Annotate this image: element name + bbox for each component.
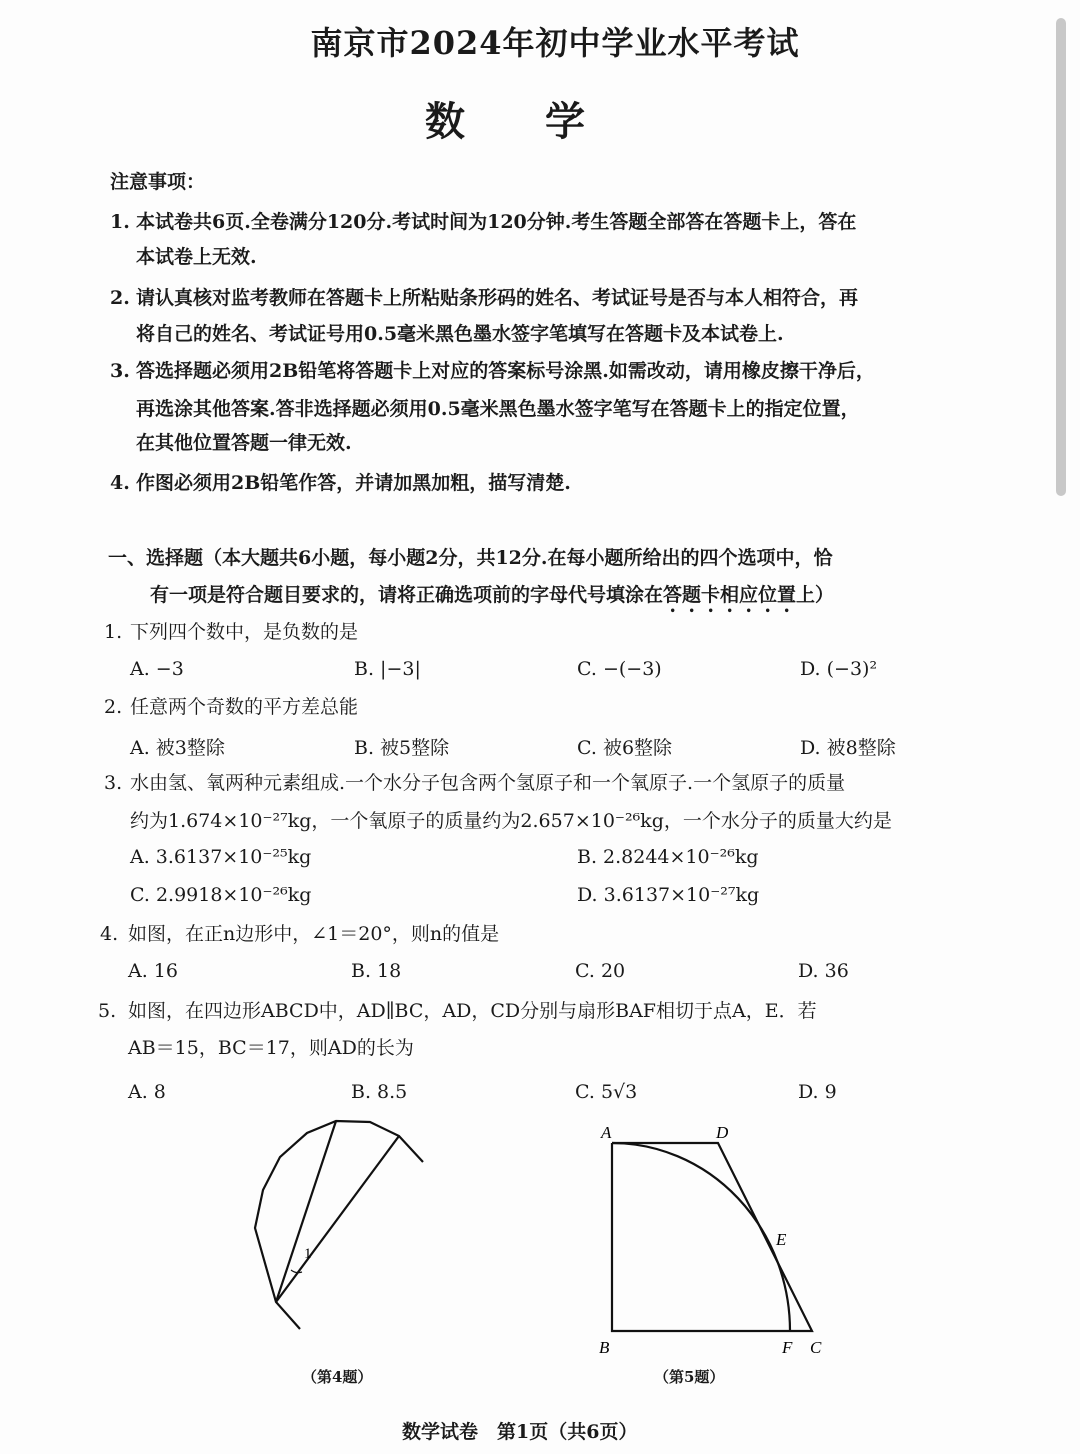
question-text: 水由氢、氧两种元素组成.一个水分子包含两个氢原子和一个氧原子.一个氢原子的质量 xyxy=(130,772,846,794)
option-b: B. 被5整除 xyxy=(354,737,450,759)
option-d: D. 3.6137×10⁻²⁷kg xyxy=(577,884,760,906)
section-text: 有一项是符合题目要求的，请将正确选项前的字母代号填涂在 xyxy=(150,584,664,606)
question-number: 2. xyxy=(104,696,123,718)
emphasized-text: 答题卡相应位置 xyxy=(663,584,797,606)
option-d: D. 36 xyxy=(798,960,849,982)
diagonal-1 xyxy=(276,1121,336,1302)
section-text: 上） xyxy=(796,584,835,606)
page-footer: 数学试卷 第1页（共6页） xyxy=(402,1421,638,1443)
option-c: C. 5√3 xyxy=(575,1081,638,1103)
exam-title: 南京市2024年初中学业水平考试 xyxy=(310,24,800,62)
point-label-b: B xyxy=(599,1338,610,1357)
notice-num: 3. xyxy=(110,360,130,382)
option-a: A. −3 xyxy=(130,658,184,680)
option-b: B. 2.8244×10⁻²⁶kg xyxy=(577,846,759,868)
option-a: A. 8 xyxy=(128,1081,166,1103)
notice-line: 答选择题必须用2B铅笔将答题卡上对应的答案标号涂黑.如需改动，请用橡皮擦干净后， xyxy=(136,360,875,382)
question-text: 下列四个数中，是负数的是 xyxy=(130,621,359,643)
option-b: B. |−3| xyxy=(354,658,421,680)
option-d: D. 被8整除 xyxy=(800,737,896,759)
option-b: B. 18 xyxy=(351,960,402,982)
option-d: D. (−3)² xyxy=(800,658,878,680)
notice-line: 本试卷上无效. xyxy=(136,246,257,268)
question-text: 约为1.674×10⁻²⁷kg，一个氧原子的质量约为2.657×10⁻²⁶kg，一个水分子的质量大约是 xyxy=(130,810,892,832)
notice-num: 1. xyxy=(110,211,130,233)
notice-num: 2. xyxy=(110,287,130,309)
option-d: D. 9 xyxy=(798,1081,837,1103)
figure-4-caption: （第4题） xyxy=(302,1368,373,1386)
point-label-e: E xyxy=(776,1230,787,1249)
notice-line: 再选涂其他答案.答非选择题必须用0.5毫米黑色墨水签字笔写在答题卡上的指定位置， xyxy=(136,398,860,420)
point-label-f: F xyxy=(782,1338,793,1357)
diagonal-2 xyxy=(276,1136,399,1302)
question-text: AB＝15，BC＝17，则AD的长为 xyxy=(128,1037,414,1059)
notice-line: 将自己的姓名、考试证号用0.5毫米黑色墨水签字笔填写在答题卡及本试卷上. xyxy=(136,323,784,345)
question-text: 如图，在正n边形中，∠1＝20°，则n的值是 xyxy=(128,923,500,945)
point-label-a: A xyxy=(601,1123,612,1142)
question-number: 1. xyxy=(104,621,123,643)
option-c: C. −(−3) xyxy=(577,658,662,680)
section-heading: 一、选择题（本大题共6小题，每小题2分，共12分.在每小题所给出的四个选项中，恰 xyxy=(108,547,833,569)
sector-arc xyxy=(612,1143,790,1331)
scrollbar[interactable] xyxy=(1056,18,1066,496)
question-number: 3. xyxy=(104,772,123,794)
option-a: A. 16 xyxy=(128,960,178,982)
point-label-c: C xyxy=(810,1338,822,1357)
option-a: A. 3.6137×10⁻²⁵kg xyxy=(130,846,312,868)
question-text: 任意两个奇数的平方差总能 xyxy=(130,696,359,718)
question-number: 4. xyxy=(100,923,119,945)
notice-line: 请认真核对监考教师在答题卡上所粘贴条形码的姓名、考试证号是否与本人相符合，再 xyxy=(136,287,859,309)
notice-heading: 注意事项： xyxy=(110,171,206,193)
notice-line: 作图必须用2B铅笔作答，并请加黑加粗，描写清楚. xyxy=(136,472,571,494)
notice-line: 本试卷共6页.全卷满分120分.考试时间为120分钟.考生答题全部答在答题卡上，答在 xyxy=(136,211,857,233)
option-c: C. 被6整除 xyxy=(577,737,673,759)
notice-line: 在其他位置答题一律无效. xyxy=(136,432,352,454)
angle-label: 1 xyxy=(304,1246,312,1262)
point-label-d: D xyxy=(716,1123,729,1142)
question-number: 5. xyxy=(98,1000,117,1022)
option-c: C. 20 xyxy=(575,960,626,982)
exam-subject: 数学 xyxy=(425,98,665,145)
option-a: A. 被3整除 xyxy=(130,737,225,759)
notice-num: 4. xyxy=(110,472,130,494)
figure-4-polygon xyxy=(255,1121,423,1329)
option-b: B. 8.5 xyxy=(351,1081,408,1103)
option-c: C. 2.9918×10⁻²⁶kg xyxy=(130,884,312,906)
question-text: 如图，在四边形ABCD中，AD∥BC，AD，CD分别与扇形BAF相切于点A，E．若 xyxy=(128,1000,817,1022)
figure-5-caption: （第5题） xyxy=(654,1368,725,1386)
